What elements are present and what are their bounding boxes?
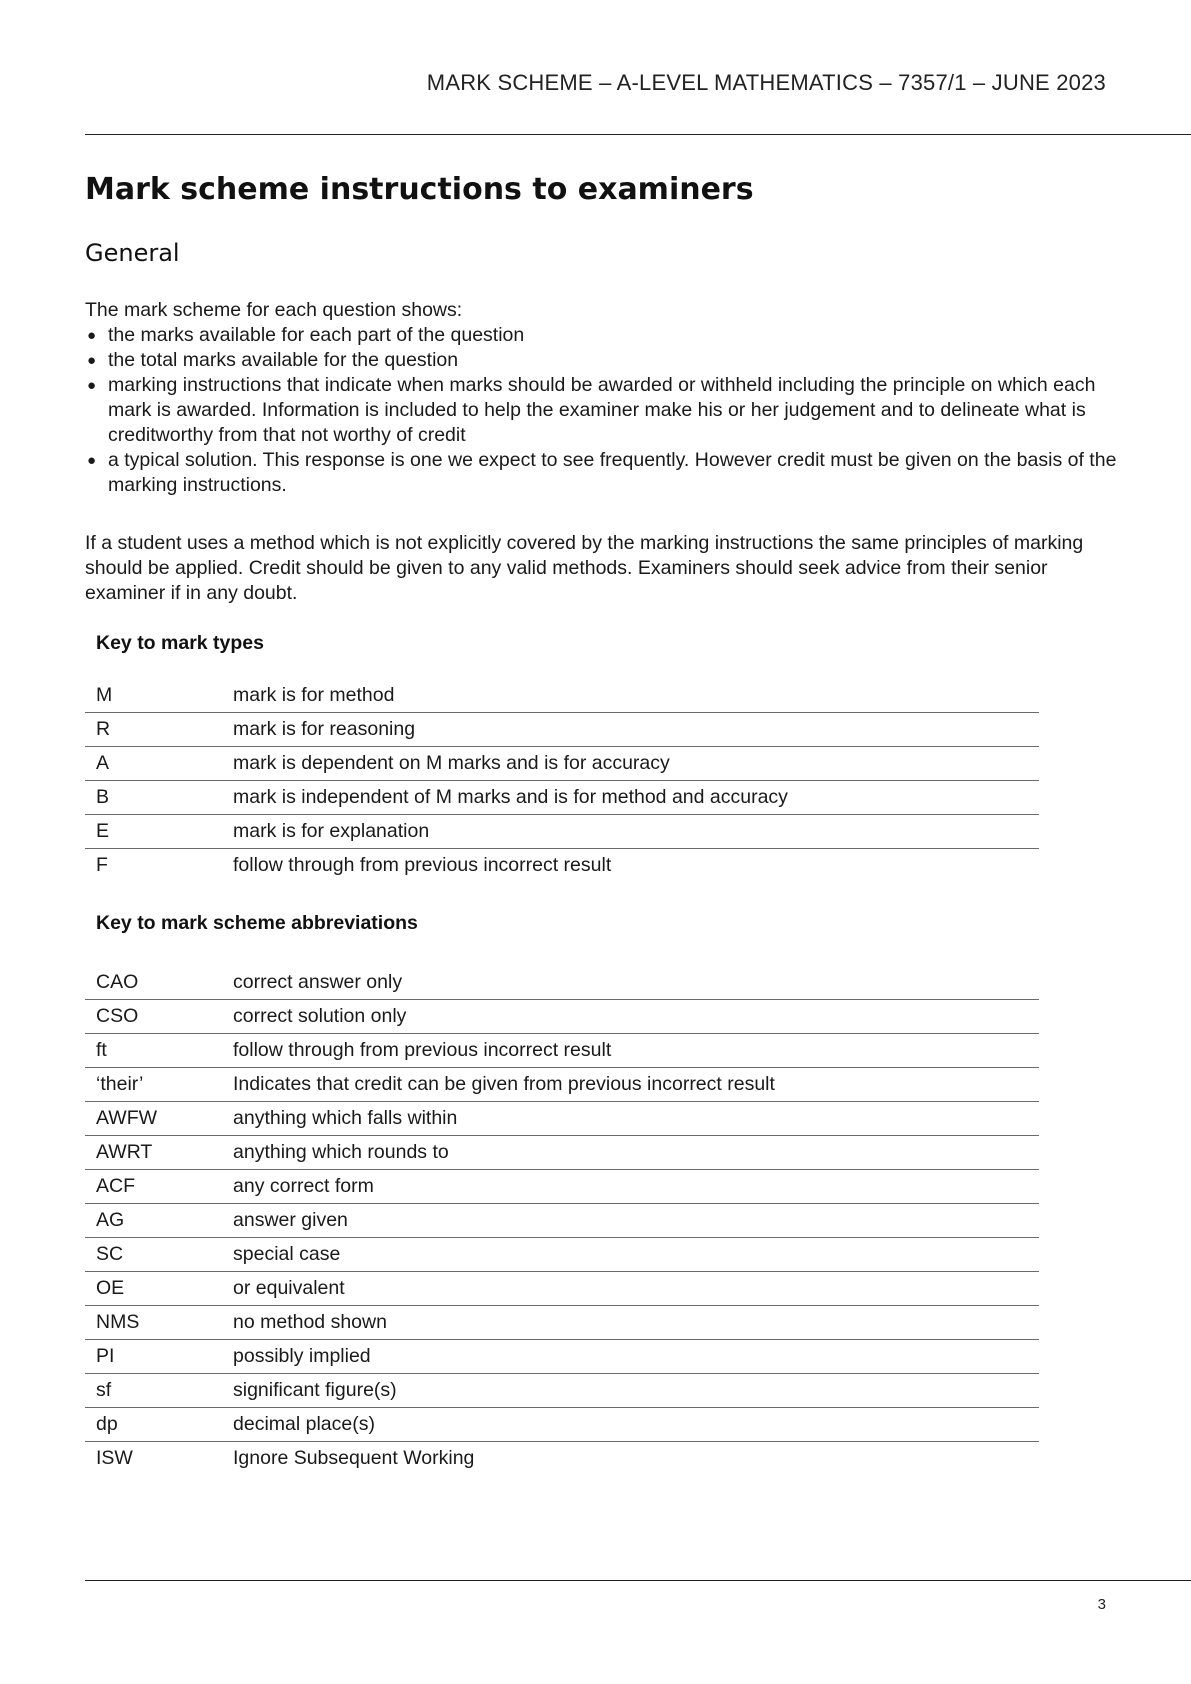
page-number: 3 xyxy=(1097,1596,1106,1613)
bullet-item xyxy=(85,323,1125,348)
code-cell: A xyxy=(96,752,110,774)
page-title: Mark scheme instructions to examiners xyxy=(85,172,754,207)
table-row xyxy=(85,713,1039,747)
description-cell: or equivalent xyxy=(233,1277,345,1299)
bullet-text: the marks available for each part of the question xyxy=(108,324,525,346)
table-row xyxy=(85,1000,1039,1034)
description-cell: mark is independent of M marks and is for method and accuracy xyxy=(233,786,788,808)
description-cell: Ignore Subsequent Working xyxy=(233,1447,475,1469)
table-row xyxy=(85,747,1039,781)
bullet-icon: ● xyxy=(87,452,97,469)
description-cell: follow through from previous incorrect result xyxy=(233,854,612,876)
code-cell: AWRT xyxy=(96,1141,153,1163)
code-cell: ACF xyxy=(96,1175,135,1197)
code-cell: AG xyxy=(96,1209,125,1231)
table-row xyxy=(85,966,1039,1000)
table-row xyxy=(85,1408,1039,1442)
description-cell: mark is for reasoning xyxy=(233,718,416,740)
description-cell: any correct form xyxy=(233,1175,374,1197)
bullet-icon: ● xyxy=(87,377,97,394)
abbreviations-heading: Key to mark scheme abbreviations xyxy=(96,912,418,934)
table-row xyxy=(85,849,1039,883)
description-cell: anything which rounds to xyxy=(233,1141,449,1163)
table-row xyxy=(85,1102,1039,1136)
section-heading-general: General xyxy=(85,239,180,267)
table-row xyxy=(85,1068,1039,1102)
table-row xyxy=(85,1170,1039,1204)
footer-divider xyxy=(85,1580,1191,1581)
description-cell: Indicates that credit can be given from previous incorrect result xyxy=(233,1073,775,1095)
table-row xyxy=(85,1272,1039,1306)
table-row xyxy=(85,1136,1039,1170)
code-cell: NMS xyxy=(96,1311,140,1333)
bullet-icon: ● xyxy=(87,327,97,344)
table-row xyxy=(85,781,1039,815)
bullet-item xyxy=(85,348,1125,373)
description-cell: correct answer only xyxy=(233,971,403,993)
table-row xyxy=(85,679,1039,713)
code-cell: ‘their’ xyxy=(96,1073,144,1095)
bullet-item xyxy=(85,373,1125,448)
header-divider xyxy=(85,134,1191,135)
intro-text: The mark scheme for each question shows: xyxy=(85,299,463,321)
description-cell: correct solution only xyxy=(233,1005,407,1027)
table-row xyxy=(85,1204,1039,1238)
description-cell: answer given xyxy=(233,1209,348,1231)
bullet-list xyxy=(85,323,1125,498)
mark-types-heading: Key to mark types xyxy=(96,632,264,654)
description-cell: anything which falls within xyxy=(233,1107,458,1129)
bullet-text: the total marks available for the question xyxy=(108,349,459,371)
code-cell: F xyxy=(96,854,108,876)
table-row xyxy=(85,1034,1039,1068)
description-cell: mark is for explanation xyxy=(233,820,430,842)
mark-types-table xyxy=(85,679,1039,882)
code-cell: ft xyxy=(96,1039,107,1061)
code-cell: R xyxy=(96,718,111,740)
code-cell: AWFW xyxy=(96,1107,158,1129)
description-cell: no method shown xyxy=(233,1311,387,1333)
code-cell: CAO xyxy=(96,971,139,993)
table-row xyxy=(85,1340,1039,1374)
bullet-text: a typical solution. This response is one we expect to see frequently. However credit must be given on the basis of the marking instructions. xyxy=(108,449,1117,496)
table-row xyxy=(85,1238,1039,1272)
code-cell: SC xyxy=(96,1243,124,1265)
table-row xyxy=(85,1374,1039,1408)
description-cell: mark is dependent on M marks and is for accuracy xyxy=(233,752,670,774)
code-cell: B xyxy=(96,786,110,808)
code-cell: OE xyxy=(96,1277,125,1299)
table-row xyxy=(85,815,1039,849)
code-cell: ISW xyxy=(96,1447,133,1469)
bullet-text: marking instructions that indicate when marks should be awarded or withheld including the principle on which each mark is awarded. Information is included to help the examiner make his or her judgement and to delineate what is creditworthy from that not worthy of credit xyxy=(108,374,1096,446)
code-cell: PI xyxy=(96,1345,115,1367)
description-cell: special case xyxy=(233,1243,341,1265)
code-cell: sf xyxy=(96,1379,112,1401)
abbreviations-table xyxy=(85,966,1039,1475)
method-paragraph: If a student uses a method which is not explicitly covered by the marking instructions the same principles of marking should be applied. Credit should be given to any valid methods. Examiners should seek advice from their senior examiner if in any doubt. xyxy=(85,532,1084,604)
code-cell: M xyxy=(96,684,113,706)
code-cell: dp xyxy=(96,1413,118,1435)
bullet-icon: ● xyxy=(87,352,97,369)
description-cell: possibly implied xyxy=(233,1345,371,1367)
running-header: MARK SCHEME – A-LEVEL MATHEMATICS – 7357/1 – JUNE 2023 xyxy=(426,70,1106,95)
table-row xyxy=(85,1306,1039,1340)
description-cell: decimal place(s) xyxy=(233,1413,375,1435)
code-cell: CSO xyxy=(96,1005,139,1027)
table-row xyxy=(85,1442,1039,1476)
bullet-item xyxy=(85,448,1125,498)
code-cell: E xyxy=(96,820,110,842)
description-cell: significant figure(s) xyxy=(233,1379,397,1401)
description-cell: follow through from previous incorrect result xyxy=(233,1039,612,1061)
description-cell: mark is for method xyxy=(233,684,395,706)
